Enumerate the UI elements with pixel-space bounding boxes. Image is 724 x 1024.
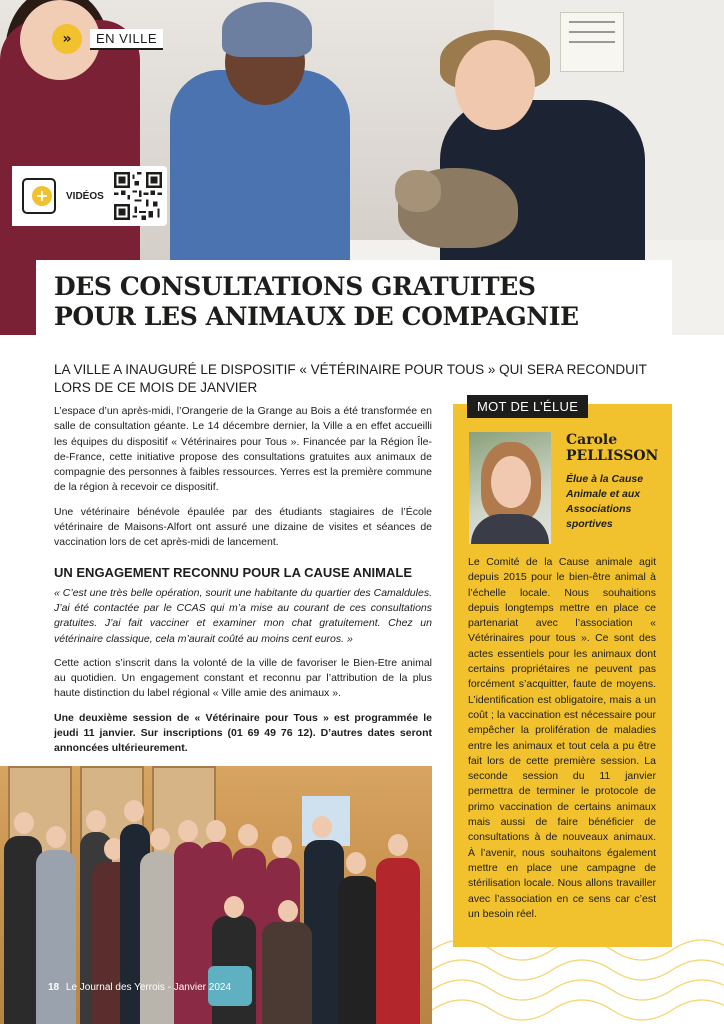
videos-label: VIDÉOS (66, 190, 104, 202)
phone-video-icon (22, 178, 56, 214)
group-person-head (124, 800, 144, 822)
cat-owner-scarf (222, 2, 312, 57)
title-line-2: POUR LES ANIMAUX DE COMPAGNIE (54, 302, 579, 331)
section-label: EN VILLE (90, 29, 163, 50)
wall-notice (560, 12, 624, 72)
page-number: 18 (48, 982, 60, 993)
official-role: Élue à la Cause Animale et aux Associations sportives (566, 473, 644, 530)
page-title (54, 272, 579, 332)
official-last-name: PELLISSON (566, 448, 659, 464)
group-person (376, 858, 420, 1024)
elected-official-box (453, 404, 672, 947)
group-person-head (346, 852, 366, 874)
group-person-head (178, 820, 198, 842)
group-person-head (388, 834, 408, 856)
double-chevron-right-icon: » (52, 24, 82, 54)
group-person-head (278, 900, 298, 922)
cat-head (395, 170, 441, 212)
group-person-head (312, 816, 332, 838)
qr-code-icon[interactable] (114, 172, 162, 220)
group-person (338, 876, 378, 1024)
title-line-1: DES CONSULTATIONS GRATUITES (54, 272, 536, 301)
group-person-kneeling (262, 922, 312, 1024)
group-person-head (206, 820, 226, 842)
official-portrait (469, 432, 551, 544)
group-person-head (238, 824, 258, 846)
group-person-head (86, 810, 106, 832)
section-tag (52, 24, 163, 54)
official-first-name: Carole (566, 432, 618, 448)
plus-icon: + (32, 186, 52, 206)
official-name (566, 432, 658, 464)
article-body (54, 404, 432, 766)
paragraph-volunteers: Une vétérinaire bénévole épaulée par des étudiants stagiaires de l’École vétérinaire de Maisons-Alfort ont assuré une dizaine de visites et séances de vaccination lors de cet après-midi de lancement. (54, 505, 432, 549)
videos-box[interactable] (12, 166, 167, 226)
group-person-head (14, 812, 34, 834)
group-person-head (272, 836, 292, 858)
page-footer (48, 982, 231, 993)
decorative-waves (432, 920, 724, 1024)
paragraph-next-session: Une deuxième session de « Vétérinaire pour Tous » est programmée le jeudi 11 janvier. Sur inscriptions (01 69 49 76 12). D’autres dates seront annoncées ultérieurement. (54, 711, 432, 755)
title-box (36, 260, 672, 336)
group-person-head (224, 896, 244, 918)
paragraph-intro: L’espace d’un après-midi, l’Orangerie de la Grange au Bois a été transformée en salle de consultation géante. Le 14 décembre dernier, la Ville a en effet accueilli les équipes du dispositif « Vétérinaires pour Tous ». Financée par la Région Île-de-France, cette initiative propose des consultations gratuites aux animaux de compagnie des personnes à faibles ressources. Yerres est la première commune de la région à recevoir ce dispositif. (54, 405, 432, 494)
sidebar-label: MOT DE L’ÉLUE (467, 395, 588, 418)
group-person (36, 850, 76, 1024)
veterinarian-head (455, 40, 535, 130)
publication-name: Le Journal des Yerrois - Janvier 2024 (65, 982, 232, 993)
paragraph-engagement: Cette action s’inscrit dans la volonté de la ville de favoriser le Bien-Etre animal au quotidien. Un engagement constant et reconnu par l’attribution de la plus haute distinction du label régional « Ville amie des animaux ». (54, 656, 432, 700)
group-person-head (46, 826, 66, 848)
group-photo (0, 766, 432, 1024)
group-person-head (150, 828, 170, 850)
official-statement: Le Comité de la Cause animale agit depuis 2015 pour le bien-être animal à l’échelle locale. Nous souhaitions depuis longtemps mettre en place ce partenariat avec l’association « Vétérinaires pour tous ». Ce sont des actes essentiels pour les animaux dont certains propriétaires ne peuvent pas forcément s’acquitter, faute de moyens. L’identification est obligatoire, mais a un coût ; la vaccination est nécessaire pour empêcher la prolifération de maladies entre les animaux et tout cela a pu être fait lors de cette première session. La seconde session du 11 janvier permettra de terminer le protocole de primo vaccination de certains animaux mais aussi de faire bénéficier de consultations à de nouveaux animaux. À l’avenir, nous souhaitons également mettre en place une campagne de stérilisation locale. Nous allons travailler avec l’association en ce sens car c’est un besoin réel. (468, 556, 656, 920)
resident-quote: « C’est une très belle opération, sourit une habitante du quartier des Camaldules. J’ai été contactée par le CCAS qui m’a mise au courant de ces consultations gratuites. J’ai fait vacciner et examiner mon chat gratuitement. Chez un vétérinaire classique, cela m’aurait coûté au moins cent euros. » (54, 586, 432, 645)
section-heading: UN ENGAGEMENT RECONNU POUR LA CAUSE ANIMALE (54, 564, 412, 580)
subtitle: LA VILLE A INAUGURÉ LE DISPOSITIF « VÉTÉRINAIRE POUR TOUS » QUI SERA RECONDUIT LORS DE CE MOIS DE JANVIER (54, 362, 647, 395)
